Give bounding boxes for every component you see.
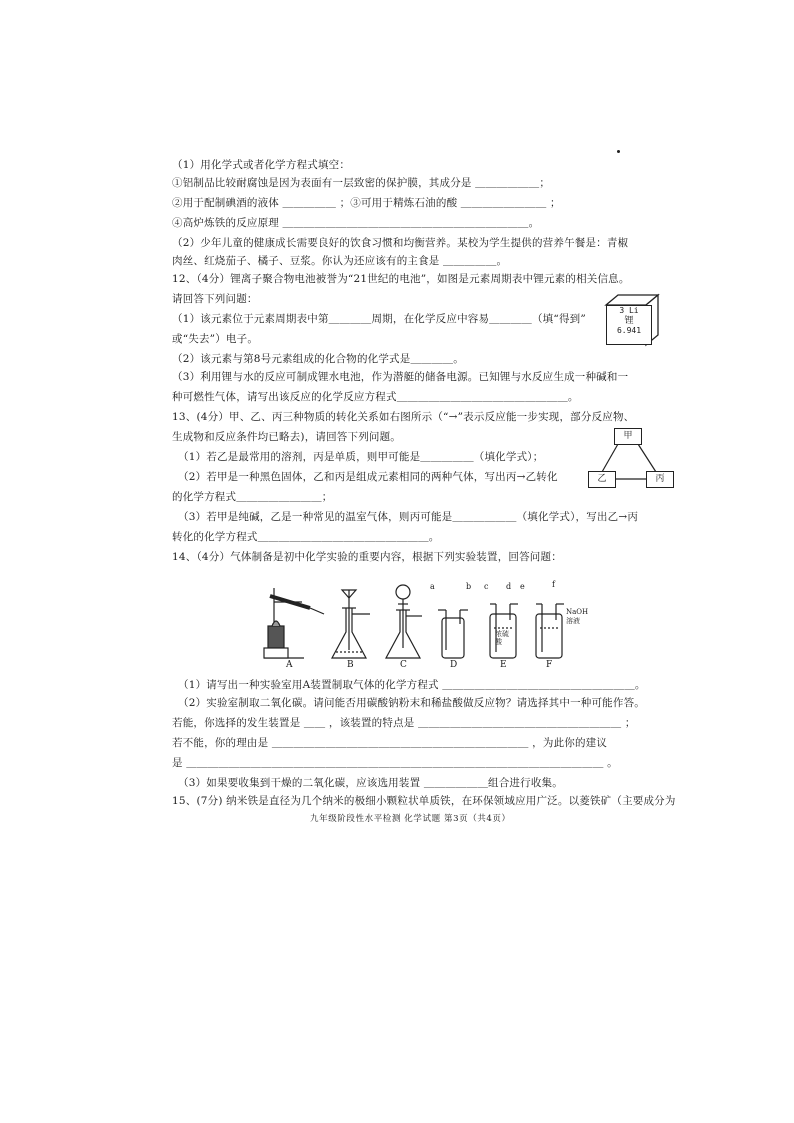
- node-yi: 乙: [588, 471, 616, 488]
- text-line: 转化的化学方程式＿＿＿＿＿＿＿＿＿＿＿＿＿＿＿＿。: [172, 531, 440, 543]
- port-a: a: [430, 582, 435, 591]
- text-line: （1）用化学式或者化学方程式填空：: [172, 159, 351, 171]
- label-B: B: [347, 660, 354, 670]
- page-footer: 九年级阶段性水平检测 化学试题 第3页（共4页）: [310, 814, 511, 824]
- transformation-diagram: [586, 426, 676, 490]
- lab-apparatus-figure: [262, 580, 592, 672]
- port-d: d: [506, 582, 512, 591]
- text-line: 肉丝、红烧茄子、橘子、豆浆。你认为还应该有的主食是 ＿＿＿＿＿。: [172, 255, 508, 267]
- text-line: 或“失去”）电子。: [172, 333, 259, 345]
- text-line: （3）如果要收集到干燥的二氧化碳，应该选用装置 ＿＿＿＿＿＿组合进行收集。: [178, 777, 563, 789]
- text-line: ①铝制品比较耐腐蚀是因为表面有一层致密的保护膜，其成分是 ＿＿＿＿＿＿；: [172, 177, 551, 189]
- text-line: （2）若甲是一种黑色固体，乙和丙是组成元素相同的两种气体，写出丙→乙转化: [178, 471, 558, 483]
- label-A: A: [286, 660, 293, 670]
- text-line: 请回答下列问题：: [172, 293, 258, 305]
- text-line: 若不能，你的理由是 ＿＿＿＿＿＿＿＿＿＿＿＿＿＿＿＿＿＿＿＿＿＿＿＿ ，为此你的建议: [172, 737, 608, 749]
- text-line: 是 ＿＿＿＿＿＿＿＿＿＿＿＿＿＿＿＿＿＿＿＿＿＿＿＿＿＿＿＿＿＿＿＿＿＿＿＿＿＿＿ 。: [172, 757, 618, 769]
- element-number-symbol: 3 Li: [619, 306, 639, 315]
- text-line: 种可燃性气体，请写出该反应的化学反应方程式＿＿＿＿＿＿＿＿＿＿＿＿＿＿＿＿。: [172, 391, 579, 403]
- node-bing: 丙: [646, 471, 674, 488]
- element-name: 锂: [624, 316, 634, 326]
- question-15-title: 15、(7分) 纳米铁是直径为几个纳米的极细小颗粒状单质铁，在环保领域应用广泛。以菱铁矿（主要成分为: [172, 795, 676, 807]
- port-f: f: [552, 580, 555, 589]
- label-F: F: [546, 660, 553, 670]
- label-C: C: [400, 660, 407, 670]
- question-14-title: 14、（4分）气体制备是初中化学实验的重要内容，根据下列实验装置，回答问题：: [172, 551, 562, 563]
- port-c: c: [484, 582, 489, 591]
- conc-sulfuric-acid-label: 浓硫酸: [495, 630, 509, 646]
- text-line: （3）利用锂与水的反应可制成锂水电池，作为潜艇的储备电源。已知锂与水反应生成一种碱和一: [172, 371, 629, 383]
- naoh-solution-label: NaOH溶液: [566, 608, 589, 625]
- text-line: （3）若甲是纯碱，乙是一种常见的温室气体，则丙可能是＿＿＿＿＿＿（填化学式），写出乙→丙: [178, 511, 639, 523]
- label-D: D: [450, 660, 458, 670]
- periodic-cell: [606, 305, 652, 345]
- label-E: E: [500, 660, 507, 670]
- text-line: ②用于配制碘酒的液体 ＿＿＿＿＿ ；③可用于精炼石油的酸 ＿＿＿＿＿＿＿＿ ；: [172, 197, 561, 209]
- text-line: （2）少年儿童的健康成长需要良好的饮食习惯和均衡营养。某校为学生提供的营养午餐是：青椒: [172, 237, 629, 249]
- text-line: 若能，你选择的发生装置是 ＿＿ ，该装置的特点是 ＿＿＿＿＿＿＿＿＿＿＿＿＿＿＿＿＿＿＿ ；: [172, 717, 636, 729]
- text-line: 生成物和反应条件均已略去)，请回答下列问题。: [172, 431, 401, 443]
- port-b: b: [466, 582, 472, 591]
- text-line: （1）若乙是最常用的溶剂，丙是单质，则甲可能是＿＿＿＿＿（填化学式）；: [178, 451, 544, 463]
- text-line: （1）请写出一种实验室用A装置制取气体的化学方程式 ＿＿＿＿＿＿＿＿＿＿＿＿＿＿＿＿＿＿。: [178, 679, 646, 691]
- text-line: （1）该元素位于元素周期表中第＿＿＿＿周期，在化学反应中容易＿＿＿＿（填“得到”: [172, 313, 586, 325]
- text-line: ④高炉炼铁的反应原理 ＿＿＿＿＿＿＿＿＿＿＿＿＿＿＿＿＿＿＿＿＿＿＿。: [172, 217, 540, 229]
- element-mass: 6.941: [616, 326, 642, 335]
- apparatus-drawing: [262, 580, 592, 672]
- question-13-title: 13、(4分）甲、乙、丙三种物质的转化关系如右图所示（“→”表示反应能一步实现，部分反应物、: [172, 411, 635, 423]
- question-12-title: 12、（4分）锂离子聚合物电池被誉为“21世纪的电池”，如图是元素周期表中锂元素的相关信息。: [172, 273, 630, 285]
- text-line: （2）该元素与第8号元素组成的化合物的化学式是＿＿＿＿。: [172, 353, 464, 365]
- text-line: （2）实验室制取二氧化碳。请问能否用碳酸钠粉末和稀盐酸做反应物？请选择其中一种可能作答。: [178, 697, 645, 709]
- text-line: 的化学方程式＿＿＿＿＿＿＿＿；: [172, 491, 333, 503]
- port-e: e: [520, 582, 525, 591]
- node-jia: 甲: [614, 428, 642, 445]
- speck: [617, 150, 620, 153]
